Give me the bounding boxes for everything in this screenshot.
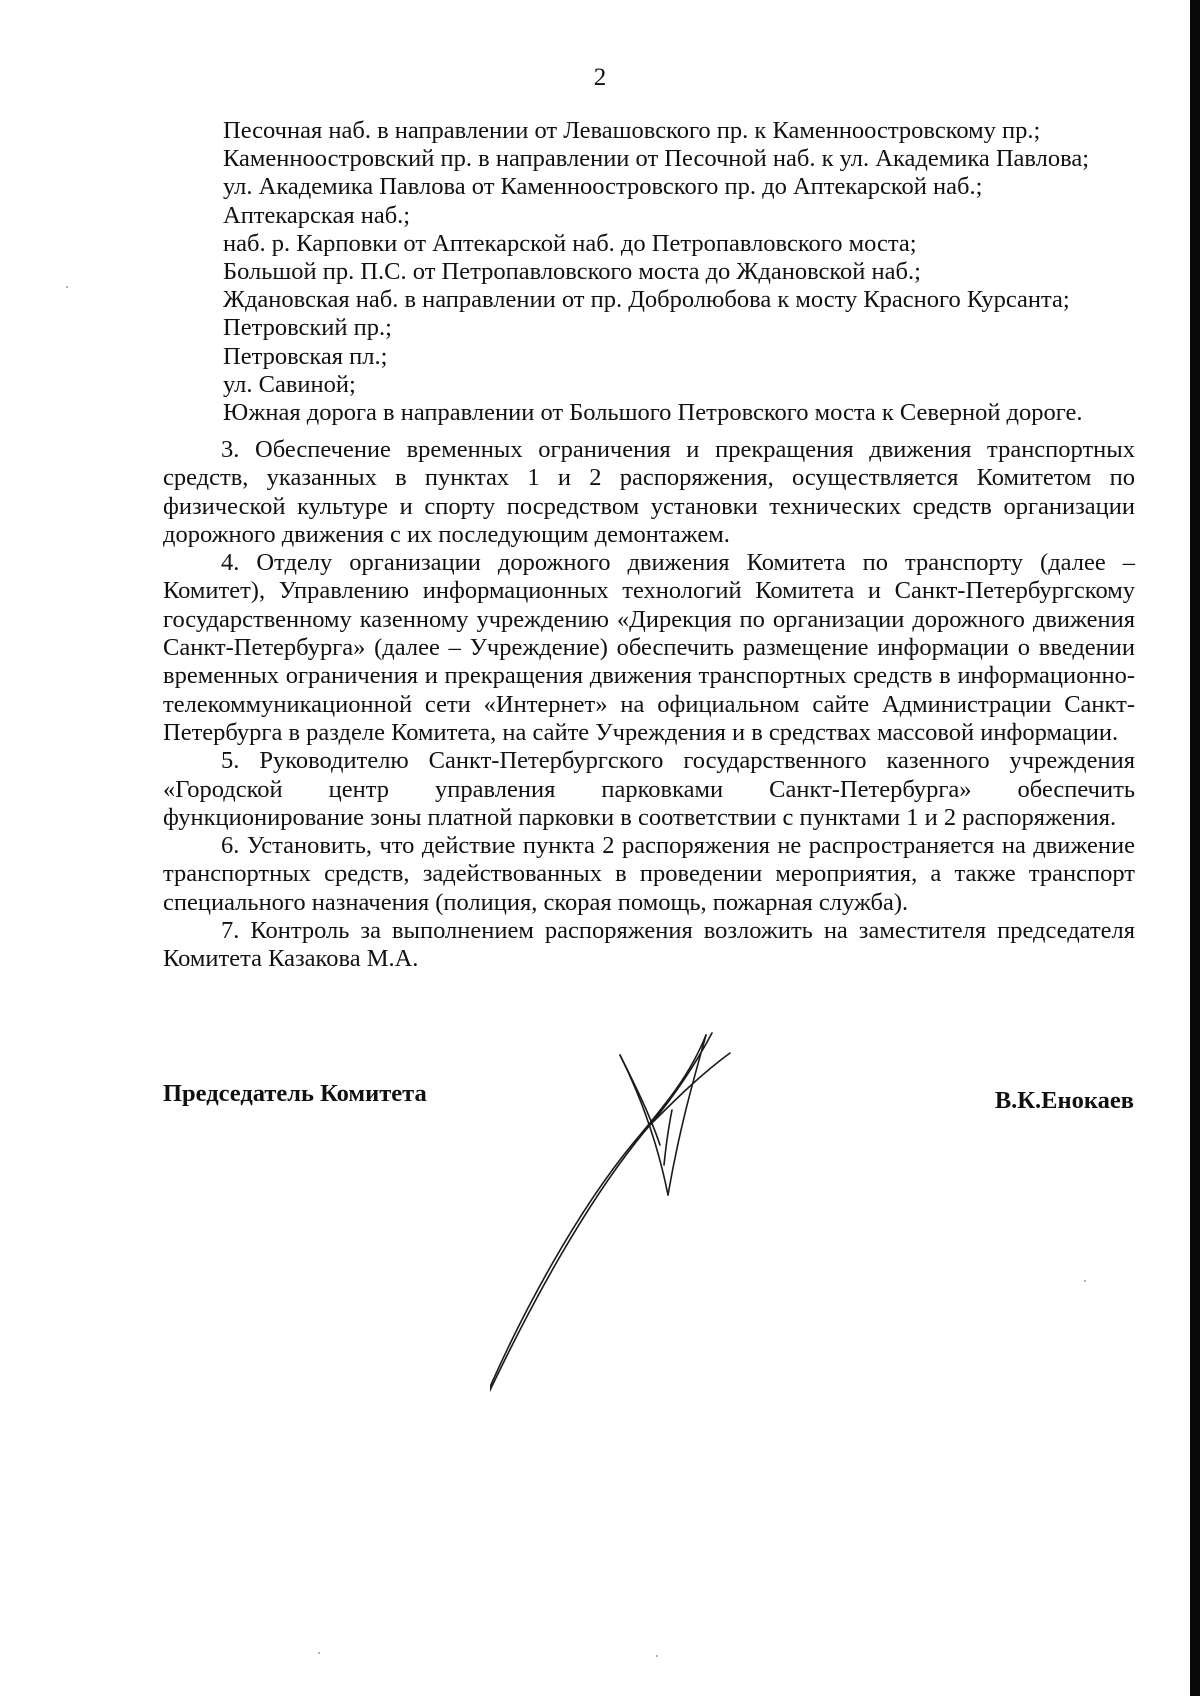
signatory-title: Председатель Комитета <box>163 1080 427 1107</box>
street-list-item: Аптекарская наб.; <box>223 201 411 229</box>
paragraph-3: 3. Обеспечение временных ограничения и прекращения движения транспортных средств, указанных в пунктах 1 и 2 распоряжения, осуществляется Комитетом по физической культуре и спорту посредством установки технических средств организации дорожного движения с их последующим демонтажем. <box>163 436 1135 548</box>
paragraph-4: 4. Отделу организации дорожного движения Комитета по транспорту (далее – Комитет), Управлению информационных технологий Комитета и Санкт-Петербургскому государственному казенному учреждению «Дирекция по организации дорожного движения Санкт-Петербурга» (далее – Учреждение) обеспечить размещение информации о введении временных ограничения и прекращения движения транспортных средств в информационно-телекоммуникационной сети «Интернет» на официальном сайте Администрации Санкт-Петербурга в разделе Комитета, на сайте Учреждения и в средствах массовой информации. <box>163 549 1135 746</box>
numbered-paragraphs <box>163 436 1135 974</box>
page-number: 2 <box>593 64 607 91</box>
paragraph-5: 5. Руководителю Санкт-Петербургского государственного казенного учреждения «Городской центр управления парковками Санкт-Петербурга» обеспечить функционирование зоны платной парковки в соответствии с пунктами 1 и 2 распоряжения. <box>163 747 1135 831</box>
scan-speck <box>1084 1280 1086 1282</box>
scan-edge-shadow <box>1190 0 1200 1696</box>
street-list-item: Большой пр. П.С. от Петропавловского моста до Ждановской наб.; <box>223 258 921 286</box>
signatory-name: В.К.Енокаев <box>994 1087 1134 1114</box>
handwritten-signature <box>490 1015 790 1415</box>
street-list-item: Петровский пр.; <box>223 314 392 342</box>
paragraph-6: 6. Установить, что действие пункта 2 распоряжения не распространяется на движение транспортных средств, задействованных в проведении мероприятия, а также транспорт специального назначения (полиция, скорая помощь, пожарная служба). <box>163 832 1135 916</box>
street-list-item: Песочная наб. в направлении от Левашовского пр. к Каменноостровскому пр.; <box>223 117 1041 144</box>
street-list-item: наб. р. Карповки от Аптекарской наб. до Петропавловского моста; <box>223 229 917 257</box>
scan-speck <box>318 1652 320 1654</box>
street-list-item: Каменноостровский пр. в направлении от Песочной наб. к ул. Академика Павлова; <box>223 145 1090 173</box>
street-list-item: Южная дорога в направлении от Большого Петровского моста к Северной дороге. <box>223 399 1083 427</box>
street-list-item: Ждановская наб. в направлении от пр. Добролюбова к мосту Красного Курсанта; <box>223 286 1070 314</box>
paragraph-7: 7. Контроль за выполнением распоряжения возложить на заместителя председателя Комитета Казакова М.А. <box>163 917 1135 973</box>
scan-speck <box>656 1655 658 1657</box>
scan-speck <box>66 286 68 288</box>
street-list <box>223 117 1143 427</box>
street-list-item: Петровская пл.; <box>223 342 388 370</box>
street-list-item: ул. Савиной; <box>223 370 356 398</box>
street-list-item: ул. Академика Павлова от Каменноостровского пр. до Аптекарской наб.; <box>223 173 983 201</box>
